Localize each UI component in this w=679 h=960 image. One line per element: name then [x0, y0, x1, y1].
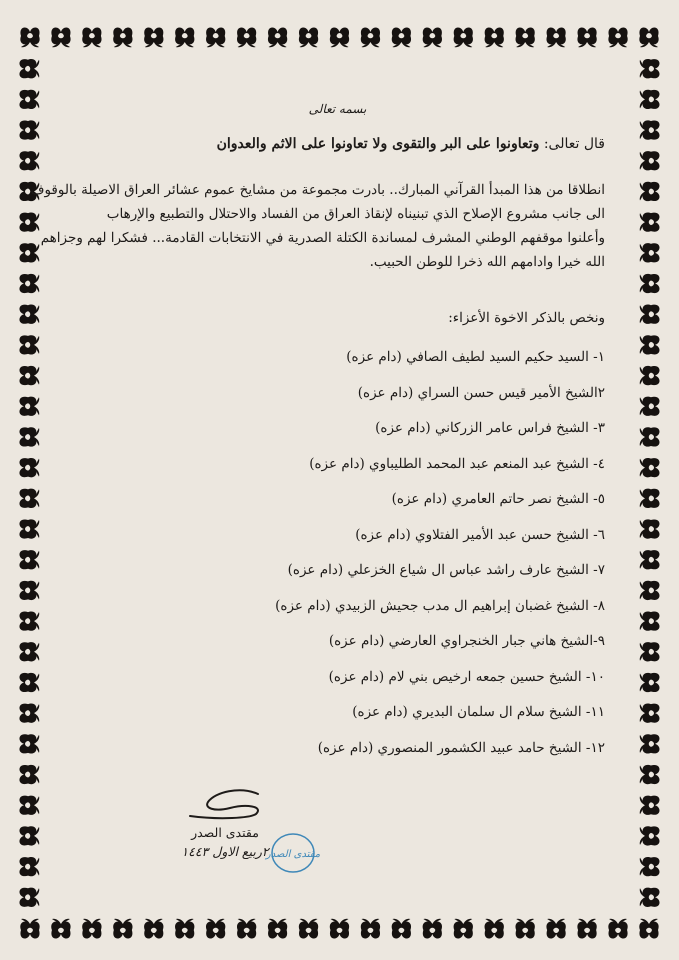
- border-flower-icon: [546, 919, 565, 939]
- signature-block: [175, 788, 275, 859]
- border-flower-icon: [175, 919, 194, 939]
- border-flower-icon: [19, 458, 39, 477]
- border-flower-icon: [144, 919, 163, 939]
- border-flower-icon: [640, 274, 660, 293]
- border-flower-icon: [640, 550, 660, 569]
- border-flower-icon: [19, 120, 39, 139]
- border-flower-icon: [19, 642, 39, 661]
- border-flower-icon: [640, 397, 660, 416]
- border-flower-icon: [640, 151, 660, 170]
- border-flower-icon: [608, 27, 627, 47]
- border-flower-icon: [299, 27, 318, 47]
- border-flower-icon: [82, 27, 101, 47]
- letter-body: [30, 88, 605, 888]
- list-item: ١- السيد حكيم السيد لطيف الصافي (دام عزه): [346, 349, 605, 365]
- border-flower-icon: [237, 919, 256, 939]
- border-flower-icon: [392, 27, 411, 47]
- intro-line: الى جانب مشروع الإصلاح الذي تبنيناه لإنقاذ العراق من الفساد والاحتلال والتطبيع والإرهاب: [106, 206, 605, 222]
- border-flower-icon: [640, 59, 660, 78]
- border-flower-icon: [19, 550, 39, 569]
- border-flower-icon: [206, 27, 225, 47]
- border-flower-icon: [19, 581, 39, 600]
- border-flower-icon: [454, 919, 473, 939]
- border-flower-icon: [640, 182, 660, 201]
- border-flower-icon: [640, 243, 660, 262]
- border-flower-icon: [19, 212, 39, 231]
- border-flower-icon: [20, 27, 39, 47]
- border-flower-icon: [330, 27, 349, 47]
- verse-text: وتعاونوا على البر والتقوى ولا تعاونوا على الاثم والعدوان: [216, 136, 540, 152]
- border-flower-icon: [392, 919, 411, 939]
- border-flower-icon: [19, 734, 39, 753]
- intro-line: انطلاقا من هذا المبدأ القرآني المبارك.. بادرت مجموعة من مشايخ عموم عشائر العراق الاصيلة بالوقوف: [30, 182, 605, 198]
- border-flower-icon: [640, 673, 660, 692]
- border-flower-icon: [19, 397, 39, 416]
- border-flower-icon: [608, 919, 627, 939]
- border-flower-icon: [19, 519, 39, 538]
- border-flower-icon: [640, 826, 660, 845]
- border-flower-icon: [113, 919, 132, 939]
- border-flower-icon: [640, 489, 660, 508]
- border-flower-icon: [19, 59, 39, 78]
- list-lead: ونخص بالذكر الاخوة الأعزاء:: [448, 310, 605, 326]
- border-flower-icon: [20, 919, 39, 939]
- border-flower-icon: [640, 857, 660, 876]
- list-item: ٩-الشيخ هاني جبار الخنجراوي العارضي (دام عزه): [328, 633, 605, 649]
- border-flower-icon: [640, 335, 660, 354]
- names-list: [70, 345, 605, 771]
- border-flower-icon: [640, 888, 660, 907]
- border-flower-icon: [82, 919, 101, 939]
- border-flower-icon: [19, 888, 39, 907]
- border-flower-icon: [577, 27, 596, 47]
- list-item: ٧- الشيخ عارف راشد عباس ال شياع الخزعلي (دام عزه): [287, 562, 605, 578]
- border-flower-icon: [640, 611, 660, 630]
- border-flower-icon: [51, 27, 70, 47]
- list-item: ٤- الشيخ عبد المنعم عبد المحمد الطليباوي (دام عزه): [309, 455, 605, 472]
- border-flower-icon: [361, 919, 380, 939]
- border-flower-icon: [299, 919, 318, 939]
- list-item: ٦- الشيخ حسن عبد الأمير الفتلاوي (دام عزه): [355, 526, 605, 543]
- intro-line: الله خيرا وادامهم الله ذخرا للوطن الحبيب.: [369, 254, 605, 270]
- border-flower-icon: [51, 919, 70, 939]
- border-flower-icon: [639, 919, 658, 939]
- list-item: ١٢- الشيخ حامد عبيد الكشمور المنصوري (دام عزه): [317, 739, 605, 756]
- border-flower-icon: [639, 27, 658, 47]
- border-flower-icon: [19, 857, 39, 876]
- border-flower-icon: [640, 796, 660, 815]
- intro-line: وأعلنوا موقفهم الوطني المشرف لمساندة الكتلة الصدرية في الانتخابات القادمة... فشكرا لهم وجزاهم: [40, 230, 605, 246]
- border-flower-icon: [237, 27, 256, 47]
- border-flower-icon: [640, 90, 660, 109]
- border-flower-icon: [19, 427, 39, 446]
- border-flower-icon: [19, 366, 39, 385]
- border-flower-icon: [19, 765, 39, 784]
- border-flower-icon: [19, 90, 39, 109]
- border-flower-icon: [113, 27, 132, 47]
- border-flower-icon: [361, 27, 380, 47]
- border-flower-icon: [640, 305, 660, 324]
- border-flower-icon: [640, 458, 660, 477]
- border-flower-icon: [640, 765, 660, 784]
- border-flower-icon: [19, 826, 39, 845]
- border-flower-icon: [19, 243, 39, 262]
- border-flower-icon: [206, 919, 225, 939]
- border-flower-icon: [640, 642, 660, 661]
- basmala: بسمه تعالى: [308, 102, 367, 116]
- border-flower-icon: [19, 489, 39, 508]
- border-flower-icon: [640, 212, 660, 231]
- border-flower-icon: [423, 919, 442, 939]
- list-item: ١١- الشيخ سلام ال سلمان البديري (دام عزه): [352, 704, 605, 720]
- verse-prefix: قال تعالى:: [543, 136, 605, 152]
- border-flower-icon: [640, 734, 660, 753]
- border-flower-icon: [144, 27, 163, 47]
- list-item: ٣- الشيخ فراس عامر الزركاني (دام عزه): [375, 420, 605, 436]
- border-flower-icon: [546, 27, 565, 47]
- border-flower-icon: [516, 27, 535, 47]
- border-flower-icon: [19, 335, 39, 354]
- border-flower-icon: [516, 919, 535, 939]
- border-flower-icon: [19, 611, 39, 630]
- signature-date: ٢ربيع الاول ١٤٤٣: [181, 844, 269, 859]
- border-flower-icon: [640, 366, 660, 385]
- border-flower-icon: [330, 919, 349, 939]
- list-item: ٨- الشيخ غضبان إبراهيم ال مدب جحيش الزبيدي (دام عزه): [275, 597, 605, 614]
- intro-paragraph: [30, 178, 605, 274]
- border-flower-icon: [19, 704, 39, 723]
- quran-verse: [70, 136, 605, 152]
- list-item: ٥- الشيخ نصر حاتم العامري (دام عزه): [391, 491, 605, 507]
- border-flower-icon: [19, 305, 39, 324]
- border-flower-icon: [19, 274, 39, 293]
- border-flower-icon: [19, 151, 39, 170]
- border-flower-icon: [640, 120, 660, 139]
- border-flower-icon: [175, 27, 194, 47]
- border-flower-icon: [454, 27, 473, 47]
- border-flower-icon: [640, 581, 660, 600]
- border-flower-icon: [423, 27, 442, 47]
- border-flower-icon: [19, 673, 39, 692]
- signature-scribble: [180, 788, 270, 822]
- list-item: ١٠- الشيخ حسين جمعه ارخيص بني لام (دام عزه): [328, 668, 605, 685]
- seal-stamp: [265, 830, 321, 876]
- border-flower-icon: [268, 27, 287, 47]
- border-flower-icon: [485, 27, 504, 47]
- border-flower-icon: [268, 919, 287, 939]
- border-flower-icon: [485, 919, 504, 939]
- border-flower-icon: [640, 704, 660, 723]
- signatory-name: مقتدى الصدر: [191, 825, 259, 840]
- svg-text:مقتدى الصدر: مقتدى الصدر: [265, 849, 321, 860]
- list-item: ٢الشيخ الأمير قيس حسن السراي (دام عزه): [357, 384, 605, 401]
- border-flower-icon: [577, 919, 596, 939]
- border-flower-icon: [640, 427, 660, 446]
- border-flower-icon: [640, 519, 660, 538]
- border-flower-icon: [19, 796, 39, 815]
